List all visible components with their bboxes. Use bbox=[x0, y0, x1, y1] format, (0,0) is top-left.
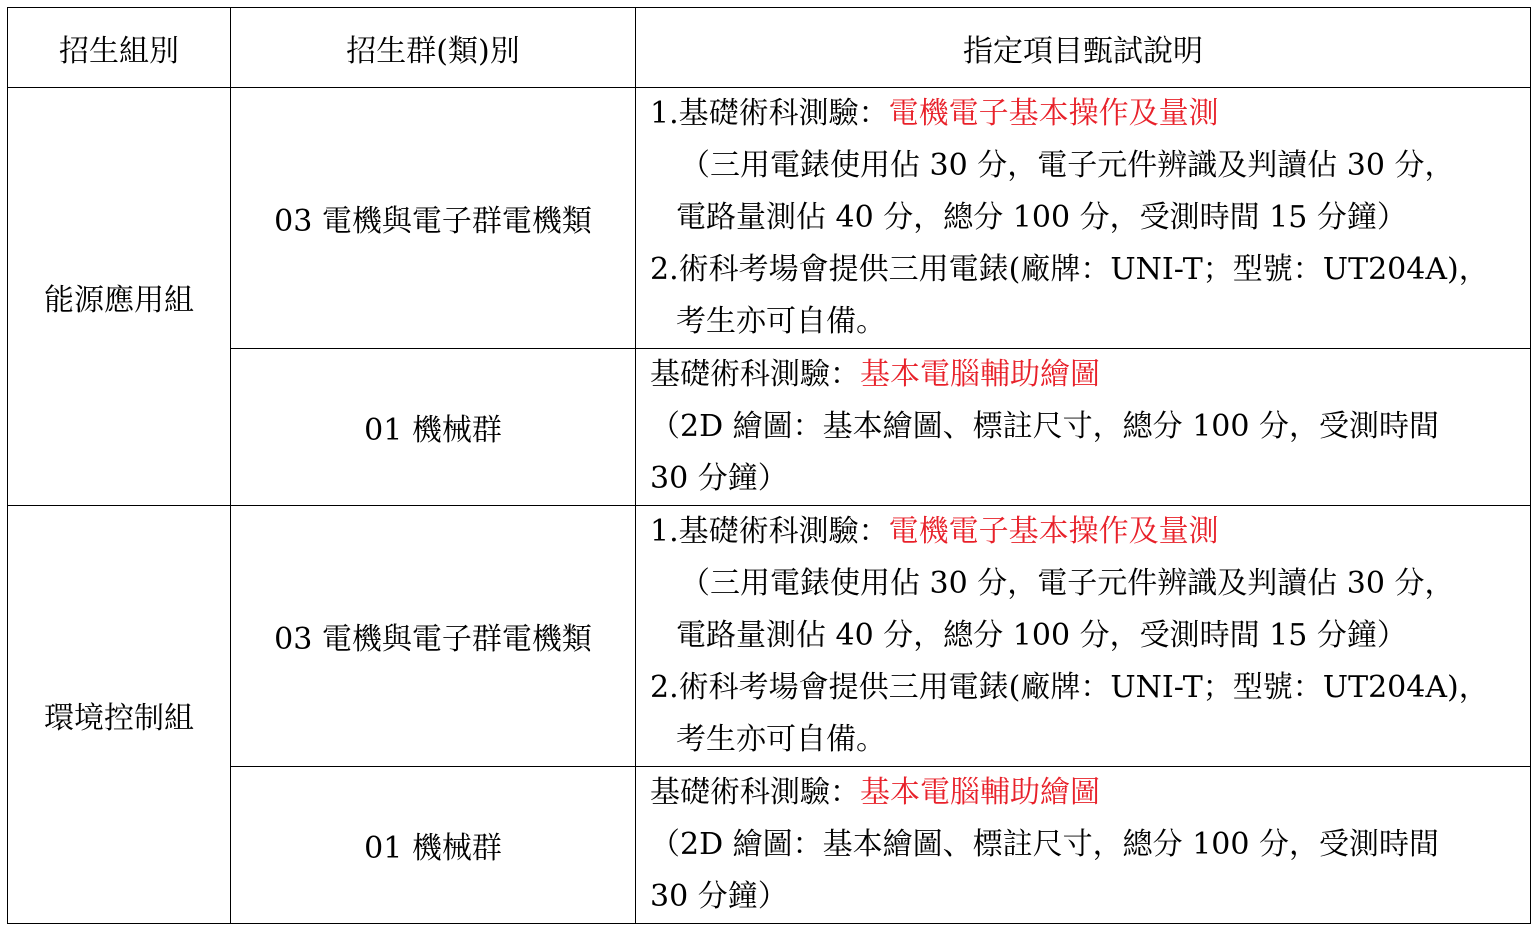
highlight-text: 電機電子基本操作及量測 bbox=[888, 514, 1219, 549]
header-group: 招生組別 bbox=[8, 8, 231, 88]
item-prefix: 1.基礎術科測驗： bbox=[650, 96, 889, 131]
exam-table bbox=[7, 7, 1531, 924]
table-row bbox=[8, 88, 1531, 349]
table-row bbox=[8, 767, 1531, 924]
category-name: 01 機械群 bbox=[231, 349, 636, 506]
description-line: 電路量測佔 40 分，總分 100 分，受測時間 15 分鐘） bbox=[676, 200, 1407, 235]
description-line: 電路量測佔 40 分，總分 100 分，受測時間 15 分鐘） bbox=[676, 618, 1407, 653]
description-line: 考生亦可自備。 bbox=[676, 722, 886, 757]
description-cell bbox=[636, 506, 1531, 767]
description-line: （三用電錶使用佔 30 分，電子元件辨識及判讀佔 30 分， bbox=[680, 566, 1455, 601]
highlight-text: 基本電腦輔助繪圖 bbox=[860, 357, 1100, 392]
description-line: 2.術科考場會提供三用電錶(廠牌：UNI-T；型號：UT204A)， bbox=[650, 252, 1489, 287]
description-line: 30 分鐘） bbox=[650, 879, 788, 914]
category-name: 01 機械群 bbox=[231, 767, 636, 924]
item-prefix: 基礎術科測驗： bbox=[650, 775, 860, 810]
header-row bbox=[8, 8, 1531, 88]
description-cell bbox=[636, 88, 1531, 349]
table-row bbox=[8, 349, 1531, 506]
description-line: （2D 繪圖：基本繪圖、標註尺寸，總分 100 分，受測時間 bbox=[650, 827, 1440, 862]
description-line: 考生亦可自備。 bbox=[676, 304, 886, 339]
description-line bbox=[650, 767, 1524, 819]
header-description: 指定項目甄試說明 bbox=[636, 8, 1531, 88]
group-name: 能源應用組 bbox=[8, 88, 231, 506]
highlight-text: 電機電子基本操作及量測 bbox=[888, 96, 1219, 131]
description-line: 30 分鐘） bbox=[650, 461, 788, 496]
description-cell bbox=[636, 349, 1531, 506]
description-line: （2D 繪圖：基本繪圖、標註尺寸，總分 100 分，受測時間 bbox=[650, 409, 1440, 444]
highlight-text: 基本電腦輔助繪圖 bbox=[860, 775, 1100, 810]
description-line bbox=[650, 349, 1524, 401]
description-line: 2.術科考場會提供三用電錶(廠牌：UNI-T；型號：UT204A)， bbox=[650, 670, 1489, 705]
description-line: （三用電錶使用佔 30 分，電子元件辨識及判讀佔 30 分， bbox=[680, 148, 1455, 183]
description-line bbox=[650, 506, 1524, 558]
category-name: 03 電機與電子群電機類 bbox=[231, 506, 636, 767]
item-prefix: 基礎術科測驗： bbox=[650, 357, 860, 392]
table-row bbox=[8, 506, 1531, 767]
group-name: 環境控制組 bbox=[8, 506, 231, 924]
item-prefix: 1.基礎術科測驗： bbox=[650, 514, 889, 549]
header-category: 招生群(類)別 bbox=[231, 8, 636, 88]
description-line bbox=[650, 88, 1524, 140]
description-cell bbox=[636, 767, 1531, 924]
category-name: 03 電機與電子群電機類 bbox=[231, 88, 636, 349]
